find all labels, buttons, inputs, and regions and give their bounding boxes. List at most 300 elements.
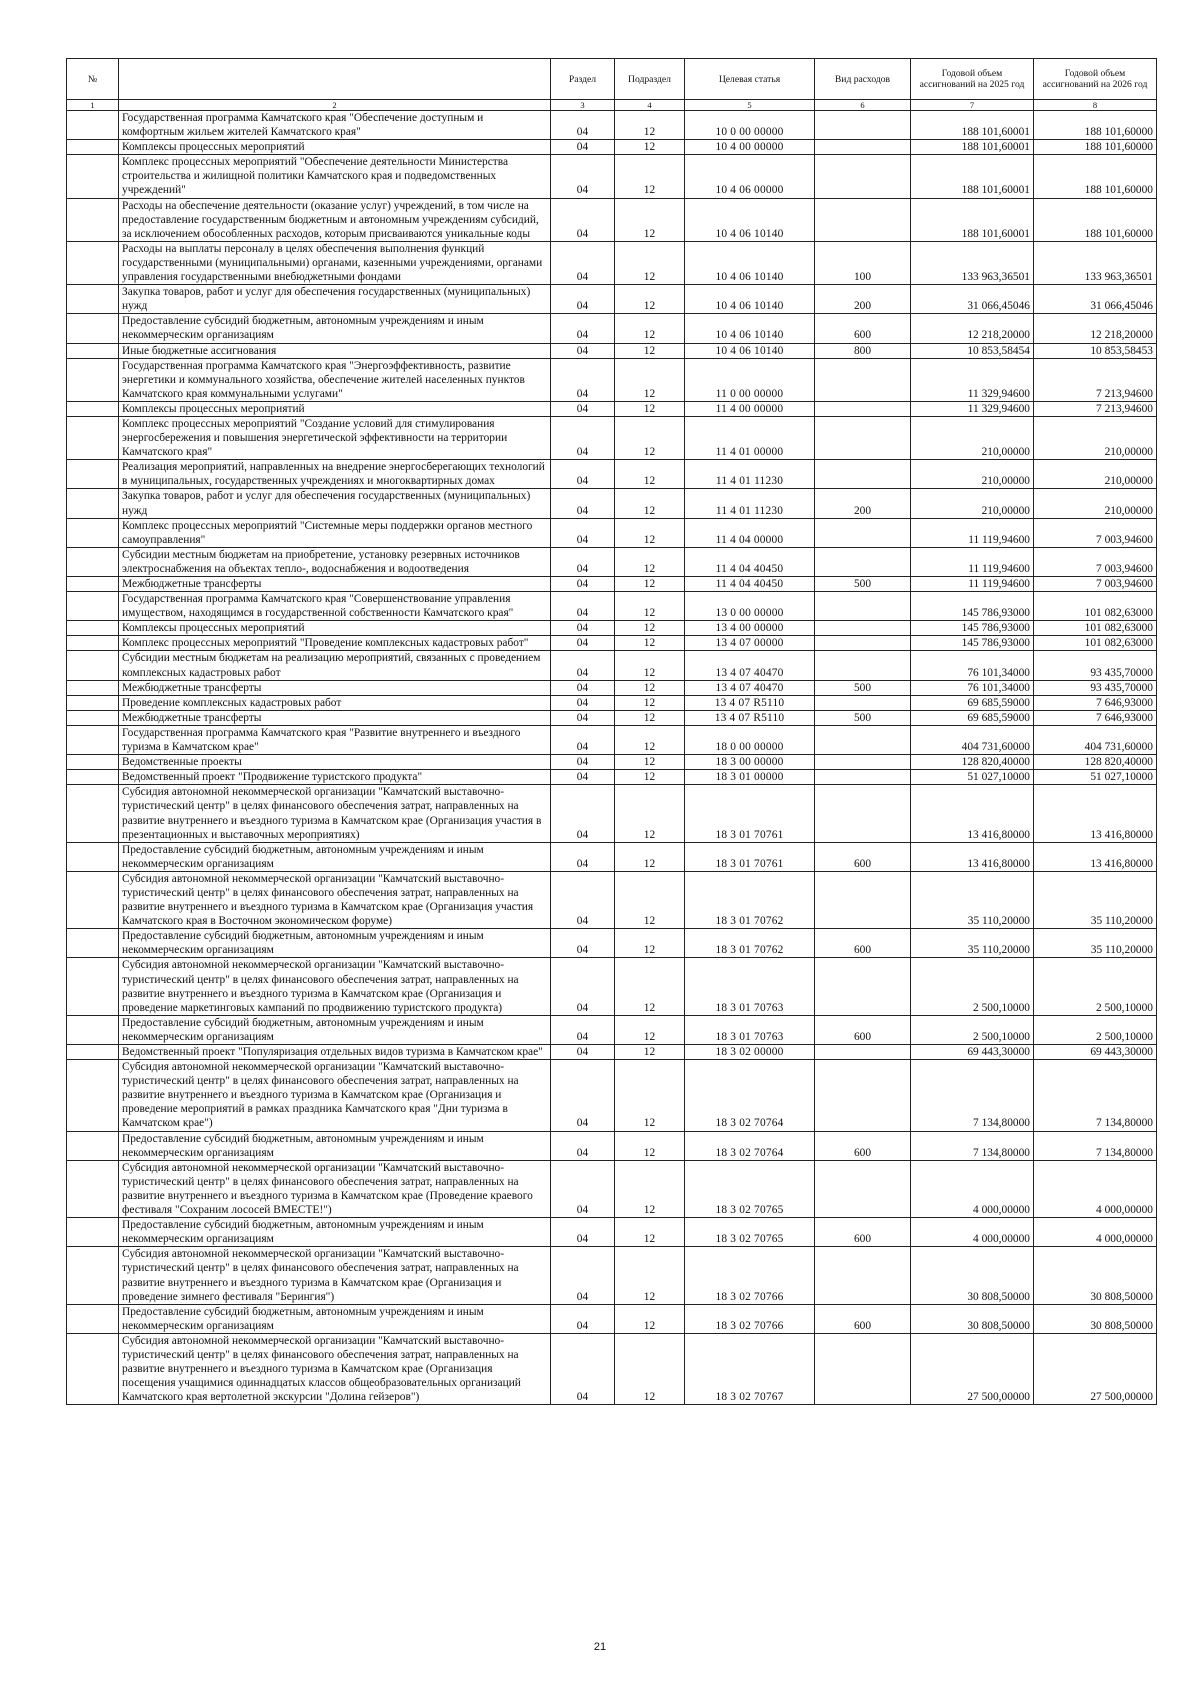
table-row [67, 1160, 1157, 1217]
row-target-article: 13 4 07 40470 [685, 651, 815, 680]
table-row [67, 155, 1157, 198]
row-name: Комплексы процессных мероприятий [119, 621, 551, 636]
row-podrazdel: 12 [615, 416, 685, 459]
row-target-article: 13 4 07 R5110 [685, 710, 815, 725]
table-row [67, 755, 1157, 770]
row-index [67, 1333, 119, 1404]
row-volume-2025: 30 808,50000 [911, 1247, 1034, 1304]
row-razdel: 04 [551, 725, 615, 754]
row-razdel: 04 [551, 489, 615, 518]
row-podrazdel: 12 [615, 577, 685, 592]
row-podrazdel: 12 [615, 621, 685, 636]
row-expense-type: 500 [815, 710, 911, 725]
row-volume-2025: 188 101,60001 [911, 198, 1034, 241]
row-volume-2026: 101 082,63000 [1034, 621, 1157, 636]
row-expense-type [815, 770, 911, 785]
column-number: 6 [815, 100, 911, 111]
row-expense-type [815, 1060, 911, 1131]
row-target-article: 10 0 00 00000 [685, 111, 815, 140]
row-index [67, 929, 119, 958]
row-name: Субсидии местным бюджетам на реализацию мероприятий, связанных с проведением комплексных кадастровых работ [119, 651, 551, 680]
row-volume-2026: 188 101,60000 [1034, 198, 1157, 241]
row-index [67, 871, 119, 928]
row-index [67, 710, 119, 725]
table-row [67, 592, 1157, 621]
row-name: Иные бюджетные ассигнования [119, 343, 551, 358]
row-podrazdel: 12 [615, 241, 685, 284]
table-row [67, 958, 1157, 1015]
row-razdel: 04 [551, 198, 615, 241]
row-volume-2026: 30 808,50000 [1034, 1304, 1157, 1333]
row-expense-type: 600 [815, 1218, 911, 1247]
row-index [67, 343, 119, 358]
row-index [67, 460, 119, 489]
row-name: Комплексы процессных мероприятий [119, 401, 551, 416]
row-razdel: 04 [551, 636, 615, 651]
row-expense-type [815, 416, 911, 459]
row-index [67, 155, 119, 198]
row-name: Предоставление субсидий бюджетным, автономным учреждениям и иным некоммерческим организациям [119, 314, 551, 343]
row-expense-type [815, 111, 911, 140]
table-row [67, 314, 1157, 343]
row-podrazdel: 12 [615, 1015, 685, 1044]
row-name: Субсидии местным бюджетам на приобретение, установку резервных источников электроснабжения на объектах тепло-, водоснабжения и водоотведения [119, 547, 551, 576]
row-razdel: 04 [551, 1131, 615, 1160]
row-target-article: 10 4 06 10140 [685, 198, 815, 241]
row-volume-2026: 31 066,45046 [1034, 285, 1157, 314]
row-podrazdel: 12 [615, 680, 685, 695]
row-razdel: 04 [551, 577, 615, 592]
row-index [67, 680, 119, 695]
row-expense-type [815, 358, 911, 401]
row-index [67, 111, 119, 140]
table-header-row [67, 59, 1157, 100]
row-volume-2025: 145 786,93000 [911, 621, 1034, 636]
row-expense-type [815, 401, 911, 416]
row-razdel: 04 [551, 1247, 615, 1304]
row-razdel: 04 [551, 1333, 615, 1404]
row-podrazdel: 12 [615, 725, 685, 754]
row-expense-type: 600 [815, 314, 911, 343]
row-target-article: 18 3 02 70765 [685, 1160, 815, 1217]
row-target-article: 11 4 04 40450 [685, 577, 815, 592]
row-name: Ведомственный проект "Продвижение туристского продукта" [119, 770, 551, 785]
row-index [67, 314, 119, 343]
table-row [67, 198, 1157, 241]
row-name: Государственная программа Камчатского края "Развитие внутреннего и въездного туризма в Камчатском крае" [119, 725, 551, 754]
row-volume-2025: 4 000,00000 [911, 1160, 1034, 1217]
table-row [67, 140, 1157, 155]
row-expense-type [815, 1045, 911, 1060]
table-row [67, 1060, 1157, 1131]
row-volume-2026: 210,00000 [1034, 460, 1157, 489]
row-volume-2026: 4 000,00000 [1034, 1160, 1157, 1217]
row-volume-2025: 35 110,20000 [911, 929, 1034, 958]
row-volume-2026: 101 082,63000 [1034, 636, 1157, 651]
row-index [67, 842, 119, 871]
table-row [67, 1131, 1157, 1160]
row-volume-2026: 35 110,20000 [1034, 871, 1157, 928]
row-expense-type [815, 871, 911, 928]
row-razdel: 04 [551, 314, 615, 343]
row-name: Закупка товаров, работ и услуг для обеспечения государственных (муниципальных) нужд [119, 489, 551, 518]
row-volume-2026: 4 000,00000 [1034, 1218, 1157, 1247]
row-volume-2025: 76 101,34000 [911, 651, 1034, 680]
row-index [67, 770, 119, 785]
row-index [67, 358, 119, 401]
row-target-article: 11 4 04 00000 [685, 518, 815, 547]
row-volume-2025: 4 000,00000 [911, 1218, 1034, 1247]
row-volume-2025: 404 731,60000 [911, 725, 1034, 754]
row-razdel: 04 [551, 710, 615, 725]
row-expense-type: 800 [815, 343, 911, 358]
header-target-article: Целевая статья [685, 59, 815, 100]
row-volume-2026: 7 003,94600 [1034, 518, 1157, 547]
row-volume-2025: 31 066,45046 [911, 285, 1034, 314]
row-name: Субсидия автономной некоммерческой организации "Камчатский выставочно-туристический центр" в целях финансового обеспечения затрат, направленных на развитие внутреннего и въездного туризма в Камчатском крае (Организация и проведение маркетинговых кампаний по продвижению туристского продукта) [119, 958, 551, 1015]
row-razdel: 04 [551, 770, 615, 785]
row-volume-2025: 51 027,10000 [911, 770, 1034, 785]
row-target-article: 13 4 07 00000 [685, 636, 815, 651]
row-name: Субсидия автономной некоммерческой организации "Камчатский выставочно-туристический центр" в целях финансового обеспечения затрат, направленных на развитие внутреннего и въездного туризма в Камчатском крае (Организация и проведение зимнего фестиваля "Берингия") [119, 1247, 551, 1304]
row-volume-2026: 12 218,20000 [1034, 314, 1157, 343]
row-razdel: 04 [551, 1218, 615, 1247]
budget-table [66, 58, 1157, 1405]
row-target-article: 13 0 00 00000 [685, 592, 815, 621]
row-expense-type: 100 [815, 241, 911, 284]
row-podrazdel: 12 [615, 285, 685, 314]
row-name: Ведомственный проект "Популяризация отдельных видов туризма в Камчатском крае" [119, 1045, 551, 1060]
row-volume-2025: 210,00000 [911, 416, 1034, 459]
row-expense-type: 500 [815, 680, 911, 695]
row-expense-type [815, 651, 911, 680]
row-razdel: 04 [551, 155, 615, 198]
row-volume-2025: 27 500,00000 [911, 1333, 1034, 1404]
row-target-article: 18 3 01 70762 [685, 871, 815, 928]
row-podrazdel: 12 [615, 358, 685, 401]
row-target-article: 18 0 00 00000 [685, 725, 815, 754]
row-podrazdel: 12 [615, 1045, 685, 1060]
row-name: Предоставление субсидий бюджетным, автономным учреждениям и иным некоммерческим организациям [119, 929, 551, 958]
row-razdel: 04 [551, 241, 615, 284]
row-volume-2025: 76 101,34000 [911, 680, 1034, 695]
row-volume-2026: 101 082,63000 [1034, 592, 1157, 621]
row-volume-2026: 10 853,58453 [1034, 343, 1157, 358]
row-podrazdel: 12 [615, 755, 685, 770]
row-volume-2025: 11 119,94600 [911, 577, 1034, 592]
row-razdel: 04 [551, 1045, 615, 1060]
row-target-article: 18 3 02 70767 [685, 1333, 815, 1404]
row-podrazdel: 12 [615, 1160, 685, 1217]
row-volume-2026: 188 101,60000 [1034, 140, 1157, 155]
row-podrazdel: 12 [615, 1060, 685, 1131]
column-number: 1 [67, 100, 119, 111]
row-podrazdel: 12 [615, 198, 685, 241]
row-volume-2026: 7 003,94600 [1034, 577, 1157, 592]
row-volume-2025: 188 101,60001 [911, 155, 1034, 198]
header-name [119, 59, 551, 100]
row-index [67, 518, 119, 547]
row-volume-2026: 133 963,36501 [1034, 241, 1157, 284]
row-volume-2026: 35 110,20000 [1034, 929, 1157, 958]
row-volume-2026: 7 134,80000 [1034, 1060, 1157, 1131]
row-podrazdel: 12 [615, 770, 685, 785]
row-index [67, 755, 119, 770]
row-name: Комплекс процессных мероприятий "Проведение комплексных кадастровых работ" [119, 636, 551, 651]
row-expense-type: 200 [815, 285, 911, 314]
row-index [67, 651, 119, 680]
row-name: Комплексы процессных мероприятий [119, 140, 551, 155]
row-razdel: 04 [551, 547, 615, 576]
row-volume-2026: 7 213,94600 [1034, 401, 1157, 416]
table-row [67, 416, 1157, 459]
column-number: 2 [119, 100, 551, 111]
row-razdel: 04 [551, 871, 615, 928]
row-target-article: 11 4 01 11230 [685, 460, 815, 489]
row-volume-2026: 93 435,70000 [1034, 680, 1157, 695]
row-target-article: 18 3 01 70762 [685, 929, 815, 958]
row-name: Закупка товаров, работ и услуг для обеспечения государственных (муниципальных) нужд [119, 285, 551, 314]
row-expense-type [815, 198, 911, 241]
row-volume-2026: 2 500,10000 [1034, 1015, 1157, 1044]
row-razdel: 04 [551, 358, 615, 401]
row-volume-2026: 51 027,10000 [1034, 770, 1157, 785]
row-volume-2025: 11 329,94600 [911, 401, 1034, 416]
row-volume-2025: 12 218,20000 [911, 314, 1034, 343]
row-target-article: 18 3 01 70761 [685, 785, 815, 842]
row-volume-2026: 188 101,60000 [1034, 111, 1157, 140]
table-row [67, 285, 1157, 314]
table-row [67, 929, 1157, 958]
row-volume-2025: 13 416,80000 [911, 785, 1034, 842]
row-razdel: 04 [551, 755, 615, 770]
table-row [67, 1218, 1157, 1247]
row-razdel: 04 [551, 621, 615, 636]
row-expense-type [815, 460, 911, 489]
row-podrazdel: 12 [615, 1131, 685, 1160]
row-volume-2026: 13 416,80000 [1034, 842, 1157, 871]
row-expense-type: 600 [815, 1304, 911, 1333]
header-number: № [67, 59, 119, 100]
row-name: Комплекс процессных мероприятий "Создание условий для стимулирования энергосбережения и повышения энергетической эффективности на территории Камчатского края" [119, 416, 551, 459]
row-razdel: 04 [551, 401, 615, 416]
table-row [67, 1333, 1157, 1404]
row-razdel: 04 [551, 343, 615, 358]
row-podrazdel: 12 [615, 1218, 685, 1247]
row-expense-type: 600 [815, 842, 911, 871]
row-index [67, 1015, 119, 1044]
row-volume-2026: 404 731,60000 [1034, 725, 1157, 754]
row-razdel: 04 [551, 111, 615, 140]
row-target-article: 10 4 06 00000 [685, 155, 815, 198]
row-volume-2025: 13 416,80000 [911, 842, 1034, 871]
row-target-article: 10 4 06 10140 [685, 314, 815, 343]
row-podrazdel: 12 [615, 489, 685, 518]
row-expense-type [815, 1160, 911, 1217]
row-razdel: 04 [551, 785, 615, 842]
row-index [67, 547, 119, 576]
table-row [67, 111, 1157, 140]
row-name: Предоставление субсидий бюджетным, автономным учреждениям и иным некоммерческим организациям [119, 842, 551, 871]
row-index [67, 241, 119, 284]
row-volume-2026: 128 820,40000 [1034, 755, 1157, 770]
row-index [67, 592, 119, 621]
row-expense-type [815, 621, 911, 636]
row-volume-2025: 35 110,20000 [911, 871, 1034, 928]
row-name: Предоставление субсидий бюджетным, автономным учреждениям и иным некоммерческим организациям [119, 1015, 551, 1044]
document-page [66, 58, 1156, 1405]
table-row [67, 343, 1157, 358]
table-row [67, 621, 1157, 636]
row-volume-2026: 69 443,30000 [1034, 1045, 1157, 1060]
table-row [67, 358, 1157, 401]
row-volume-2026: 7 134,80000 [1034, 1131, 1157, 1160]
row-target-article: 13 4 07 40470 [685, 680, 815, 695]
row-index [67, 140, 119, 155]
row-podrazdel: 12 [615, 155, 685, 198]
row-razdel: 04 [551, 1160, 615, 1217]
table-row [67, 1304, 1157, 1333]
row-name: Межбюджетные трансферты [119, 710, 551, 725]
row-index [67, 1060, 119, 1131]
row-razdel: 04 [551, 592, 615, 621]
row-podrazdel: 12 [615, 929, 685, 958]
row-target-article: 18 3 01 70763 [685, 1015, 815, 1044]
row-index [67, 695, 119, 710]
row-name: Проведение комплексных кадастровых работ [119, 695, 551, 710]
table-row [67, 842, 1157, 871]
row-index [67, 1160, 119, 1217]
row-podrazdel: 12 [615, 401, 685, 416]
table-body [67, 111, 1157, 1405]
row-name: Расходы на обеспечение деятельности (оказание услуг) учреждений, в том числе на предоставление государственным бюджетным и автономным учреждениям субсидий, за исключением обособленных расходов, которым присваиваются уникальные коды [119, 198, 551, 241]
row-podrazdel: 12 [615, 785, 685, 842]
row-volume-2026: 30 808,50000 [1034, 1247, 1157, 1304]
row-target-article: 18 3 02 00000 [685, 1045, 815, 1060]
row-podrazdel: 12 [615, 695, 685, 710]
row-target-article: 11 4 00 00000 [685, 401, 815, 416]
row-name: Субсидия автономной некоммерческой организации "Камчатский выставочно-туристический центр" в целях финансового обеспечения затрат, направленных на развитие внутреннего и въездного туризма в Камчатском крае (Организация участия в презентационных и выставочных мероприятиях) [119, 785, 551, 842]
row-razdel: 04 [551, 285, 615, 314]
row-index [67, 489, 119, 518]
row-volume-2026: 7 213,94600 [1034, 358, 1157, 401]
header-expense-type: Вид расходов [815, 59, 911, 100]
row-expense-type: 200 [815, 489, 911, 518]
column-number: 7 [911, 100, 1034, 111]
row-razdel: 04 [551, 518, 615, 547]
row-index [67, 198, 119, 241]
row-volume-2025: 2 500,10000 [911, 958, 1034, 1015]
row-expense-type: 600 [815, 929, 911, 958]
row-razdel: 04 [551, 680, 615, 695]
table-row [67, 241, 1157, 284]
row-volume-2025: 2 500,10000 [911, 1015, 1034, 1044]
row-expense-type [815, 140, 911, 155]
table-row [67, 547, 1157, 576]
row-target-article: 11 4 04 40450 [685, 547, 815, 576]
row-target-article: 18 3 02 70766 [685, 1247, 815, 1304]
row-razdel: 04 [551, 140, 615, 155]
row-index [67, 785, 119, 842]
table-row [67, 871, 1157, 928]
row-name: Государственная программа Камчатского края "Обеспечение доступным и комфортным жильем жителей Камчатского края" [119, 111, 551, 140]
row-razdel: 04 [551, 416, 615, 459]
row-volume-2025: 30 808,50000 [911, 1304, 1034, 1333]
row-name: Субсидия автономной некоммерческой организации "Камчатский выставочно-туристический центр" в целях финансового обеспечения затрат, направленных на развитие внутреннего и въездного туризма в Камчатском крае (Организация участия Камчатского края в Восточном экономическом форуме) [119, 871, 551, 928]
column-number-row [67, 100, 1157, 111]
row-volume-2025: 11 329,94600 [911, 358, 1034, 401]
table-row [67, 518, 1157, 547]
row-index [67, 416, 119, 459]
row-name: Реализация мероприятий, направленных на внедрение энергосберегающих технологий в муниципальных, государственных учреждениях и многоквартирных домах [119, 460, 551, 489]
row-index [67, 621, 119, 636]
row-name: Предоставление субсидий бюджетным, автономным учреждениям и иным некоммерческим организациям [119, 1131, 551, 1160]
row-target-article: 18 3 02 70766 [685, 1304, 815, 1333]
row-target-article: 13 4 00 00000 [685, 621, 815, 636]
row-volume-2025: 11 119,94600 [911, 547, 1034, 576]
row-expense-type [815, 592, 911, 621]
row-volume-2025: 69 685,59000 [911, 695, 1034, 710]
column-number: 8 [1034, 100, 1157, 111]
row-volume-2026: 13 416,80000 [1034, 785, 1157, 842]
row-razdel: 04 [551, 958, 615, 1015]
row-expense-type: 600 [815, 1131, 911, 1160]
row-expense-type [815, 755, 911, 770]
row-volume-2026: 7 646,93000 [1034, 710, 1157, 725]
row-podrazdel: 12 [615, 460, 685, 489]
row-volume-2025: 69 443,30000 [911, 1045, 1034, 1060]
row-expense-type [815, 518, 911, 547]
row-volume-2026: 2 500,10000 [1034, 958, 1157, 1015]
row-volume-2025: 210,00000 [911, 489, 1034, 518]
row-expense-type: 500 [815, 577, 911, 592]
table-row [67, 1247, 1157, 1304]
table-row [67, 725, 1157, 754]
row-podrazdel: 12 [615, 592, 685, 621]
row-index [67, 285, 119, 314]
table-row [67, 1045, 1157, 1060]
row-volume-2025: 188 101,60001 [911, 111, 1034, 140]
row-volume-2025: 7 134,80000 [911, 1060, 1034, 1131]
row-podrazdel: 12 [615, 1304, 685, 1333]
table-row [67, 680, 1157, 695]
row-target-article: 11 0 00 00000 [685, 358, 815, 401]
row-target-article: 13 4 07 R5110 [685, 695, 815, 710]
row-razdel: 04 [551, 929, 615, 958]
row-target-article: 11 4 01 00000 [685, 416, 815, 459]
row-expense-type [815, 1333, 911, 1404]
row-target-article: 18 3 01 70761 [685, 842, 815, 871]
row-volume-2026: 188 101,60000 [1034, 155, 1157, 198]
row-name: Межбюджетные трансферты [119, 680, 551, 695]
table-row [67, 577, 1157, 592]
header-razdel: Раздел [551, 59, 615, 100]
row-volume-2025: 11 119,94600 [911, 518, 1034, 547]
row-name: Ведомственные проекты [119, 755, 551, 770]
row-podrazdel: 12 [615, 636, 685, 651]
row-index [67, 725, 119, 754]
row-name: Межбюджетные трансферты [119, 577, 551, 592]
row-podrazdel: 12 [615, 710, 685, 725]
row-name: Комплекс процессных мероприятий "Обеспечение деятельности Министерства строительства и жилищной политики Камчатского края и подведомственных учреждений" [119, 155, 551, 198]
row-volume-2026: 7 646,93000 [1034, 695, 1157, 710]
row-expense-type [815, 785, 911, 842]
table-row [67, 1015, 1157, 1044]
row-volume-2025: 128 820,40000 [911, 755, 1034, 770]
table-row [67, 695, 1157, 710]
row-razdel: 04 [551, 842, 615, 871]
row-razdel: 04 [551, 695, 615, 710]
